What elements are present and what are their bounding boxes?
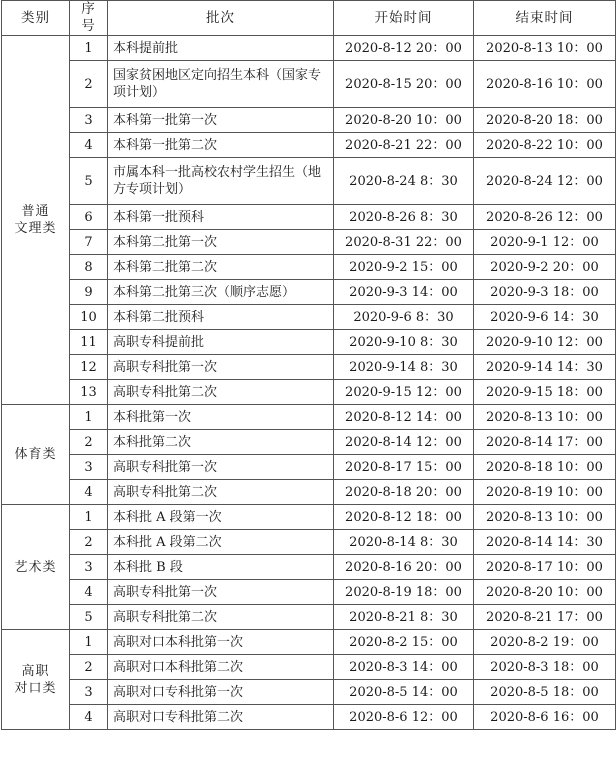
batch-cell: 高职专科批第二次 bbox=[108, 380, 334, 405]
table-row bbox=[2, 61, 616, 108]
table-row bbox=[2, 158, 616, 205]
start-time-cell: 2020-8-12 14：00 bbox=[334, 405, 474, 430]
table-row bbox=[2, 655, 616, 680]
batch-cell: 本科批 B 段 bbox=[108, 555, 334, 580]
table-row bbox=[2, 455, 616, 480]
end-time-cell: 2020-9-3 18：00 bbox=[474, 280, 616, 305]
end-time-cell: 2020-8-18 10：00 bbox=[474, 455, 616, 480]
end-time-cell: 2020-8-20 10：00 bbox=[474, 580, 616, 605]
table-row bbox=[2, 280, 616, 305]
table-row bbox=[2, 305, 616, 330]
header-start-time: 开始时间 bbox=[334, 1, 474, 36]
end-time-cell: 2020-9-10 12：00 bbox=[474, 330, 616, 355]
number-cell: 2 bbox=[70, 530, 108, 555]
number-cell: 1 bbox=[70, 505, 108, 530]
batch-cell: 本科第二批第一次 bbox=[108, 230, 334, 255]
category-cell: 高职 对口类 bbox=[2, 630, 70, 730]
start-time-cell: 2020-8-15 20：00 bbox=[334, 61, 474, 108]
table-row bbox=[2, 430, 616, 455]
batch-cell: 本科批 A 段第一次 bbox=[108, 505, 334, 530]
header-category: 类别 bbox=[2, 1, 70, 36]
start-time-cell: 2020-8-14 8：30 bbox=[334, 530, 474, 555]
number-cell: 4 bbox=[70, 133, 108, 158]
table-row bbox=[2, 330, 616, 355]
table-row bbox=[2, 230, 616, 255]
end-time-cell: 2020-8-16 10：00 bbox=[474, 61, 616, 108]
end-time-cell: 2020-8-14 14：30 bbox=[474, 530, 616, 555]
batch-cell: 高职对口专科批第一次 bbox=[108, 680, 334, 705]
table-row bbox=[2, 530, 616, 555]
number-cell: 2 bbox=[70, 430, 108, 455]
end-time-cell: 2020-8-19 10：00 bbox=[474, 480, 616, 505]
number-cell: 5 bbox=[70, 158, 108, 205]
number-cell: 6 bbox=[70, 205, 108, 230]
category-cell: 体育类 bbox=[2, 405, 70, 505]
number-cell: 10 bbox=[70, 305, 108, 330]
batch-cell: 本科第一批第一次 bbox=[108, 108, 334, 133]
batch-cell: 本科第二批第三次（顺序志愿） bbox=[108, 280, 334, 305]
table-row bbox=[2, 205, 616, 230]
end-time-cell: 2020-8-17 10：00 bbox=[474, 555, 616, 580]
end-time-cell: 2020-8-26 12：00 bbox=[474, 205, 616, 230]
end-time-cell: 2020-8-20 18：00 bbox=[474, 108, 616, 133]
header-end-time: 结束时间 bbox=[474, 1, 616, 36]
batch-cell: 高职专科批第一次 bbox=[108, 355, 334, 380]
number-cell: 2 bbox=[70, 655, 108, 680]
number-cell: 12 bbox=[70, 355, 108, 380]
start-time-cell: 2020-8-6 12：00 bbox=[334, 705, 474, 730]
table-row bbox=[2, 108, 616, 133]
start-time-cell: 2020-9-14 8：30 bbox=[334, 355, 474, 380]
table-row bbox=[2, 255, 616, 280]
category-cell: 普通 文理类 bbox=[2, 36, 70, 405]
batch-cell: 高职专科提前批 bbox=[108, 330, 334, 355]
table-row bbox=[2, 580, 616, 605]
category-cell: 艺术类 bbox=[2, 505, 70, 630]
start-time-cell: 2020-8-12 20：00 bbox=[334, 36, 474, 61]
start-time-cell: 2020-8-14 12：00 bbox=[334, 430, 474, 455]
end-time-cell: 2020-8-21 17：00 bbox=[474, 605, 616, 630]
start-time-cell: 2020-8-21 8：30 bbox=[334, 605, 474, 630]
batch-cell: 高职对口本科批第二次 bbox=[108, 655, 334, 680]
batch-cell: 本科第二批预科 bbox=[108, 305, 334, 330]
number-cell: 3 bbox=[70, 555, 108, 580]
start-time-cell: 2020-8-2 15：00 bbox=[334, 630, 474, 655]
end-time-cell: 2020-9-2 20：00 bbox=[474, 255, 616, 280]
table-row bbox=[2, 405, 616, 430]
end-time-cell: 2020-8-13 10：00 bbox=[474, 36, 616, 61]
number-cell: 4 bbox=[70, 480, 108, 505]
number-cell: 1 bbox=[70, 405, 108, 430]
header-batch: 批次 bbox=[108, 1, 334, 36]
batch-cell: 本科提前批 bbox=[108, 36, 334, 61]
batch-cell: 高职专科批第二次 bbox=[108, 605, 334, 630]
table-row bbox=[2, 630, 616, 655]
start-time-cell: 2020-8-31 22：00 bbox=[334, 230, 474, 255]
start-time-cell: 2020-8-3 14：00 bbox=[334, 655, 474, 680]
batch-cell: 市属本科一批高校农村学生招生（地方专项计划） bbox=[108, 158, 334, 205]
start-time-cell: 2020-8-21 22：00 bbox=[334, 133, 474, 158]
table-row bbox=[2, 133, 616, 158]
end-time-cell: 2020-9-14 14：30 bbox=[474, 355, 616, 380]
end-time-cell: 2020-8-13 10：00 bbox=[474, 505, 616, 530]
batch-cell: 高职对口专科批第二次 bbox=[108, 705, 334, 730]
number-cell: 9 bbox=[70, 280, 108, 305]
number-cell: 5 bbox=[70, 605, 108, 630]
batch-cell: 高职对口本科批第一次 bbox=[108, 630, 334, 655]
start-time-cell: 2020-8-16 20：00 bbox=[334, 555, 474, 580]
number-cell: 3 bbox=[70, 455, 108, 480]
number-cell: 8 bbox=[70, 255, 108, 280]
table-row bbox=[2, 36, 616, 61]
batch-cell: 本科批第一次 bbox=[108, 405, 334, 430]
end-time-cell: 2020-8-24 12：00 bbox=[474, 158, 616, 205]
end-time-cell: 2020-9-15 18：00 bbox=[474, 380, 616, 405]
table-row bbox=[2, 555, 616, 580]
number-cell: 11 bbox=[70, 330, 108, 355]
number-cell: 13 bbox=[70, 380, 108, 405]
number-cell: 4 bbox=[70, 705, 108, 730]
table-row bbox=[2, 705, 616, 730]
batch-cell: 本科批第二次 bbox=[108, 430, 334, 455]
number-cell: 4 bbox=[70, 580, 108, 605]
start-time-cell: 2020-9-2 15：00 bbox=[334, 255, 474, 280]
start-time-cell: 2020-8-19 18：00 bbox=[334, 580, 474, 605]
batch-cell: 高职专科批第一次 bbox=[108, 580, 334, 605]
batch-cell: 本科批 A 段第二次 bbox=[108, 530, 334, 555]
header-number: 序号 bbox=[70, 1, 108, 36]
table-header bbox=[2, 1, 616, 36]
number-cell: 3 bbox=[70, 108, 108, 133]
table-row bbox=[2, 380, 616, 405]
start-time-cell: 2020-9-6 8：30 bbox=[334, 305, 474, 330]
table-body bbox=[2, 36, 616, 730]
start-time-cell: 2020-8-12 18：00 bbox=[334, 505, 474, 530]
table-row bbox=[2, 505, 616, 530]
batch-cell: 国家贫困地区定向招生本科（国家专项计划） bbox=[108, 61, 334, 108]
batch-cell: 本科第一批第二次 bbox=[108, 133, 334, 158]
start-time-cell: 2020-9-15 12：00 bbox=[334, 380, 474, 405]
end-time-cell: 2020-8-22 10：00 bbox=[474, 133, 616, 158]
table-row bbox=[2, 355, 616, 380]
batch-cell: 本科第二批第二次 bbox=[108, 255, 334, 280]
end-time-cell: 2020-8-3 18：00 bbox=[474, 655, 616, 680]
table-row bbox=[2, 480, 616, 505]
start-time-cell: 2020-8-18 20：00 bbox=[334, 480, 474, 505]
batch-cell: 高职专科批第一次 bbox=[108, 455, 334, 480]
end-time-cell: 2020-8-5 18：00 bbox=[474, 680, 616, 705]
end-time-cell: 2020-9-6 14：30 bbox=[474, 305, 616, 330]
start-time-cell: 2020-8-20 10：00 bbox=[334, 108, 474, 133]
batch-cell: 高职专科批第二次 bbox=[108, 480, 334, 505]
start-time-cell: 2020-8-24 8：30 bbox=[334, 158, 474, 205]
start-time-cell: 2020-9-3 14：00 bbox=[334, 280, 474, 305]
table-row bbox=[2, 605, 616, 630]
start-time-cell: 2020-9-10 8：30 bbox=[334, 330, 474, 355]
number-cell: 2 bbox=[70, 61, 108, 108]
number-cell: 3 bbox=[70, 680, 108, 705]
end-time-cell: 2020-9-1 12：00 bbox=[474, 230, 616, 255]
table-row bbox=[2, 680, 616, 705]
end-time-cell: 2020-8-13 10：00 bbox=[474, 405, 616, 430]
number-cell: 1 bbox=[70, 630, 108, 655]
start-time-cell: 2020-8-5 14：00 bbox=[334, 680, 474, 705]
batch-cell: 本科第一批预科 bbox=[108, 205, 334, 230]
start-time-cell: 2020-8-17 15：00 bbox=[334, 455, 474, 480]
admission-schedule-table bbox=[1, 0, 616, 730]
end-time-cell: 2020-8-6 16：00 bbox=[474, 705, 616, 730]
end-time-cell: 2020-8-14 17：00 bbox=[474, 430, 616, 455]
end-time-cell: 2020-8-2 19：00 bbox=[474, 630, 616, 655]
number-cell: 7 bbox=[70, 230, 108, 255]
number-cell: 1 bbox=[70, 36, 108, 61]
start-time-cell: 2020-8-26 8：30 bbox=[334, 205, 474, 230]
